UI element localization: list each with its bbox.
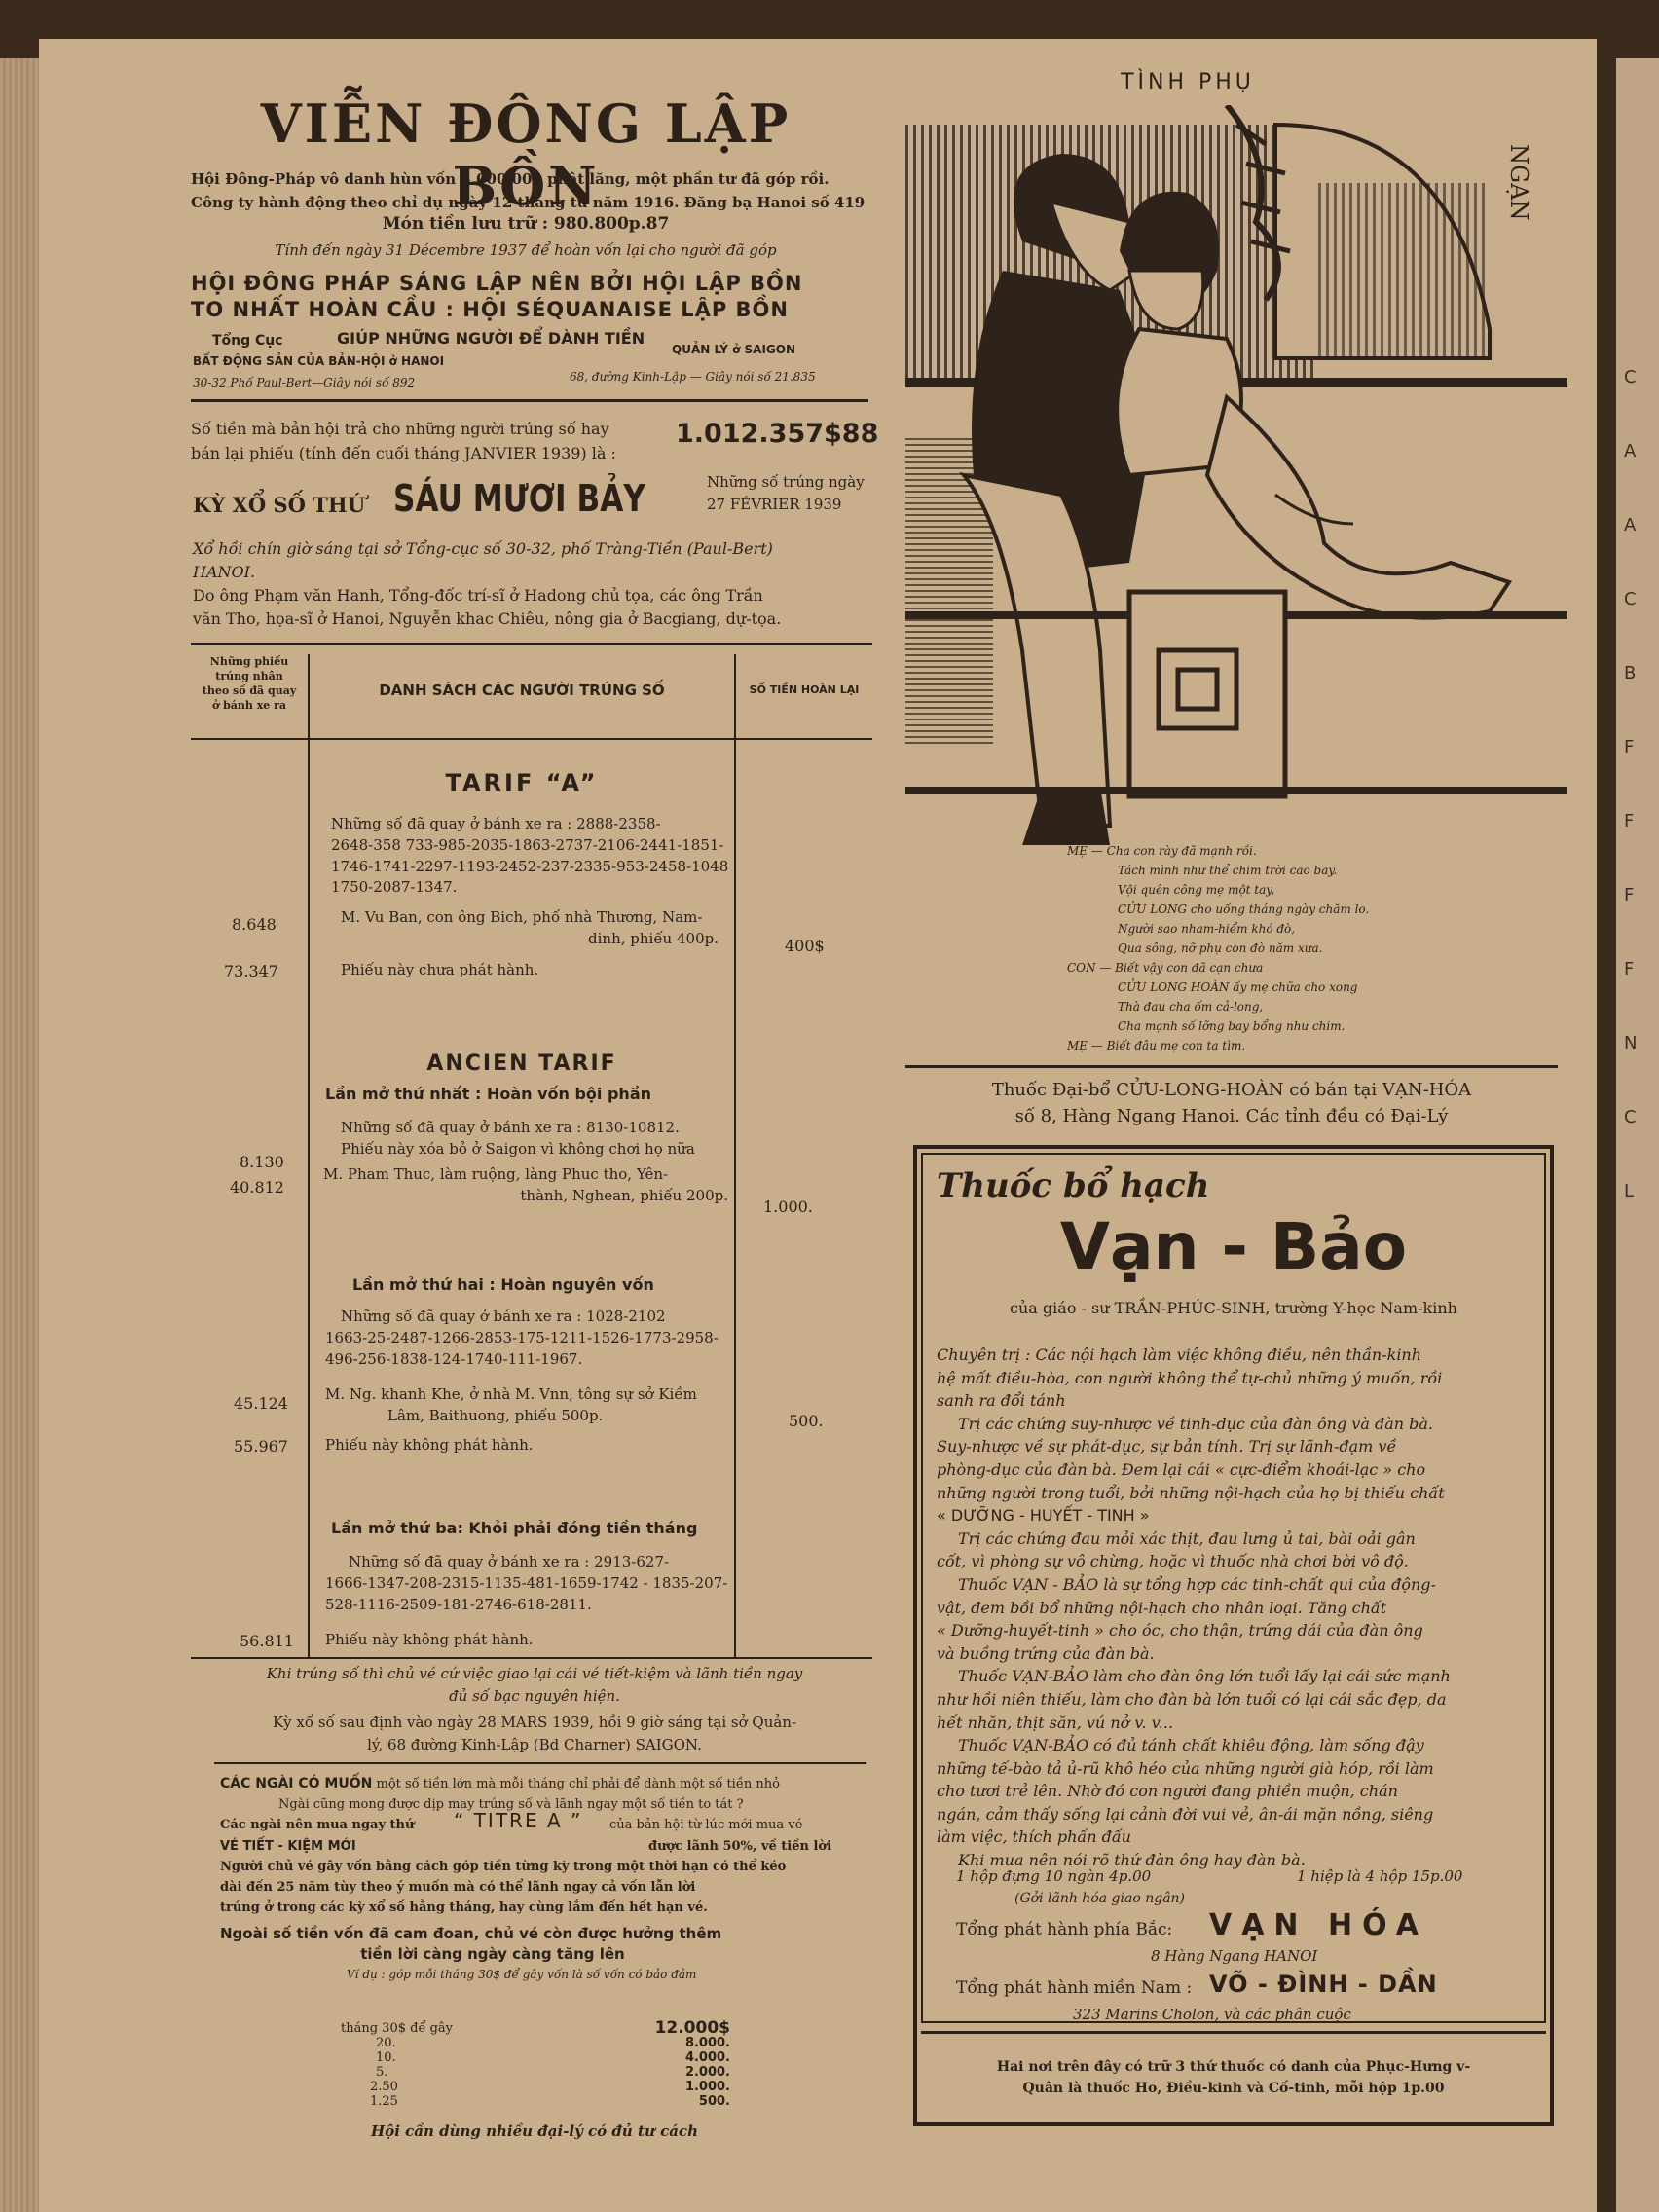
gop-row: 5. 2.000. — [376, 2065, 730, 2080]
divider — [191, 399, 868, 402]
winning-number: 8.648 — [232, 915, 276, 934]
xo-hoi: Xổ hồi chín giờ sáng tại sở Tổng-cục số 30-32, phố Tràng-Tiền (Paul-Bert) HANOI. — [193, 539, 773, 581]
winning-number: 45.124 — [234, 1394, 288, 1413]
gop-row: 2.50 1.000. — [370, 2080, 730, 2094]
winner-entry: Phiếu này không phát hành. — [325, 1436, 534, 1454]
col-rule — [308, 654, 310, 1657]
winner-entry: M. Ng. khanh Khe, ở nhà M. Vnn, tông sự sở Kiềm Lâm, Baithuong, phiếu 500p. — [325, 1385, 697, 1424]
so-tien-text: Số tiền mà bản hội trả cho những người trúng số hay bán lại phiếu (tính đến cuối tháng JANVIER 1939) là : — [191, 420, 616, 462]
cac-ngai-box: CÁC NGÀI CÓ MUỐN một số tiền lớn mà mỗi tháng chỉ phải để dành một số tiền nhỏ Ngài cũng mong được dịp may trúng số và lãnh ngay một số tiền to tát ? Các ngài nên mua ngay thứ “ TITRE A ” của bản hội từ lúc mới mua vé VÉ TIẾT - KIỆM MỚI được lãnh 50%, về tiền lời Người chủ vé gây vốn bằng cách góp tiền từng kỳ trong một thời hạn có thể kéo dài đến 25 năm tùy theo ý muốn mà có thể lãnh ngay cả vốn lẫn lời trúng ở trong các kỳ xổ số hằng tháng, hay cùng lắm đến hết hạn vé. Ngoài số tiền vốn đã cam đoan, chủ vé còn được hưởng thêm tiền lời càng ngày càng tăng lên Ví dụ : góp mỗi tháng 30$ để gây vốn là số vốn có bảo đảm — [220, 1776, 832, 1981]
ad-marins: 323 Marins Cholon, và các phân cuộc — [1073, 2006, 1351, 2023]
ad-tong-nam: Tổng phát hành miền Nam : — [956, 1978, 1193, 1998]
amount: 500. — [789, 1412, 824, 1430]
divider — [191, 643, 872, 645]
artist-signature: NGẠN — [1505, 144, 1532, 221]
lan2-title: Lần mở thứ hai : Hoàn nguyên vốn — [352, 1275, 654, 1294]
amount: 400$ — [785, 937, 825, 955]
winner-entry: M. Vu Ban, con ông Bich, phố nhà Thương, Nam- dinh, phiếu 400p. — [341, 908, 719, 947]
ad-brand: Vạn - Bảo — [1059, 1209, 1408, 1284]
ad-price-left: 1 hộp đựng 10 ngàn 4p.00 — [956, 1867, 1152, 1885]
winning-number: 73.347 — [224, 962, 278, 980]
col-header-winners: DANH SÁCH CÁC NGƯỜI TRÚNG SỐ — [379, 682, 665, 699]
ad-price-right: 1 hiệp là 4 hộp 15p.00 — [1297, 1867, 1463, 1885]
tong-cuc: Tổng Cục — [212, 333, 283, 349]
addr-left: 30-32 Phố Paul-Bert—Giây nói số 892 — [193, 376, 416, 389]
lan1-numbers: Những số đã quay ở bánh xe ra : 8130-10812. Phiếu này xóa bỏ ở Saigon vì không chơi họ nữa — [341, 1119, 695, 1158]
amount: 1.000. — [763, 1198, 813, 1216]
ngay-trung: Những số trúng ngày 27 FÉVRIER 1939 — [707, 473, 865, 513]
divider — [214, 1762, 866, 1764]
lan3-title: Lần mở thứ ba: Khỏi phải đóng tiền tháng — [331, 1519, 698, 1537]
gop-row: tháng 30$ để gây 12.000$ — [341, 2018, 730, 2038]
winner-entry: Phiếu này chưa phát hành. — [341, 961, 539, 978]
sau-muoi-bay: SÁU MƯƠI BẢY — [393, 477, 645, 520]
cac-ngai-footer: Hội cần dùng nhiều đại-lý có đủ tư cách — [371, 2122, 698, 2140]
lan1-title: Lần mở thứ nhất : Hoàn vốn bội phần — [325, 1085, 652, 1103]
ad-body: Chuyên trị : Các nội hạch làm việc không điều, nên thần-kinh hệ mất điều-hòa, con người không thể tự-chủ những ý muốn, rồi sanh ra đổi tánh Trị các chứng suy-nhược về tinh-dục của đàn ông và đàn bà. Suy-nhược về sự phát-dục, sự bản tính. Trị sự lãnh-đạm về phòng-dục của đàn bà. Đem lại cái « cực-điểm khoái-lạc » cho những người trong tuổi, bởi những nội-hạch của họ bị thiếu chất « DƯỠNG - HUYẾT - TINH » Trị các chứng đau mỏi xác thịt, đau lưng ủ tai, bài oải gân cốt, vì phòng sự vô chừng, hoặc vì thuốc nhà chơi bời vô độ. Thuốc VẠN - BẢO là sự tổng hợp các tinh-chất qui của động- vật, đem bồi bổ những nội-hạch cho nhân loại. Tăng chất « Dưỡng-huyết-tinh » cho óc, cho thận, trứng dái của đàn ông và buồng trứng của đàn bà. Thuốc VẠN-BẢO làm cho đàn ông lớn tuổi lấy lại cái sức mạnh như hồi niên thiếu, làm cho đàn bà lớn tuổi có lại cái sắc đẹp, da hết nhăn, thịt săn, vú nở v. v... Thuốc VẠN-BẢO có đủ tánh chất khiêu động, làm sống đậy những tế-bào tả ủ-rũ khô héo của những người già hóp, rồi làm cho tươi trẻ lên. Nhờ đó con người đang phiền muộn, chán ngán, cảm thấy sống lại cảnh đời vui vẻ, ân-ái mặn nồng, siêng làm việc, thích phấn đấu Khi mua nên nói rõ thứ đàn ông hay đàn bà. — [937, 1346, 1451, 1870]
hoi-dong: HỘI ĐÔNG PHÁP SÁNG LẬP NÊN BỞI HỘI LẬP BỒN TO NHẤT HOÀN CẦU : HỘI SÉQUANAISE LẬP BỒN — [191, 272, 803, 321]
winning-number: 56.811 — [240, 1632, 294, 1650]
winning-number: 40.812 — [230, 1178, 284, 1197]
page-title: VIỄN ĐÔNG LẬP BỒN — [260, 92, 792, 217]
tarif-a-heading: TARIF “A” — [445, 769, 599, 796]
divider — [191, 1657, 872, 1659]
ad-subtitle: Thuốc bổ hạch — [937, 1166, 1210, 1205]
khi-trung: Khi trúng số thì chủ vé cứ việc giao lại cái vé tiết-kiệm và lãnh tiền ngay đủ số bạc nguyên hiện. — [266, 1665, 803, 1705]
divider — [921, 2031, 1546, 2034]
gop-table — [341, 2018, 730, 2109]
facing-page — [1616, 58, 1659, 2212]
van-bao-ad — [913, 1145, 1554, 2126]
tinh-den: Tính đến ngày 31 Décembre 1937 để hoàn vốn lại cho người đã góp — [275, 241, 777, 259]
ky-xo-label: KỲ XỔ SỐ THỨ — [193, 493, 366, 517]
facing-page-letters: C A A C B F F F F N C L — [1624, 367, 1638, 1201]
so-tien-value: 1.012.357$88 — [676, 419, 879, 449]
ad-hang-ngang: 8 Hàng Ngang HANOI — [1151, 1947, 1318, 1965]
poem: MẸ — Cha con rày đã mạnh rồi. Tách mình như thể chim trời cao bay. Vội quên công mẹ một tay, CỬU LONG cho uống tháng ngày chăm lo. Người sao nham-hiểm khó đò, Qua sông, nỡ phụ con đò năm xưa. CON — Biết vậy con đã cạn chưa CỬU LONG HOÀN ấy mẹ chữa cho xong Thà đau cha ốm cả-long, Cha mạnh số lỡng bay bổng như chim. MẸ — Biết đâu mẹ con ta tìm. — [1067, 844, 1370, 1052]
illustration-title: TÌNH PHỤ — [1121, 70, 1255, 94]
lan3-numbers: Những số đã quay ở bánh xe ra : 2913-627- 1666-1347-208-2315-1135-481-1659-1742 - 1835-207- 528-1116-2509-181-2746-618-2811. — [325, 1553, 728, 1613]
mon-tien: Món tiền lưu trữ : 980.800p.87 — [382, 214, 670, 234]
bat-dong: BẤT ĐỘNG SẢN CỦA BẢN-HỘI ở HANOI — [193, 354, 445, 368]
ad-vanhoa: VẠN HÓA — [1209, 1908, 1429, 1942]
col-header-amount: SỐ TIỀN HOÀN LẠI — [749, 683, 860, 696]
divider — [905, 1065, 1558, 1068]
col-header-numbers: Những phiếu trúng nhân theo số đã quay ở bánh xe ra — [202, 655, 297, 712]
mother-child-woodcut — [905, 105, 1577, 845]
ad-tong-bac: Tổng phát hành phía Bắc: — [956, 1920, 1173, 1939]
gop-row: 10. 4.000. — [376, 2050, 730, 2065]
col-rule — [734, 654, 736, 1657]
addr-right: 68, đường Kinh-Lập — Giây nói số 21.835 — [570, 370, 816, 384]
illustration — [905, 105, 1577, 845]
ad-author: của giáo - sư TRẦN-PHÚC-SINH, trường Y-học Nam-kinh — [1010, 1299, 1457, 1317]
quan-ly: QUẢN LÝ ở SAIGON — [672, 343, 796, 356]
winner-entry: M. Pham Thuc, làm ruộng, làng Phuc tho, Yên- thành, Nghean, phiếu 200p. — [323, 1165, 728, 1204]
gop-row: 1.25 500. — [370, 2094, 730, 2109]
intro-text: Hội Đông-Pháp vô danh hùn vốn 4.000.000 phật lăng, một phần tư đã góp rồi. Công ty hành động theo chỉ dụ ngày 12 tháng tư năm 1916. Đăng bạ Hanoi số 419 — [191, 170, 866, 211]
winning-number: 8.130 — [240, 1153, 284, 1171]
tarif-a-numbers: Những số đã quay ở bánh xe ra : 2888-2358- 2648-358 733-985-2035-1863-2737-2106-2441-1851- 1746-1741-2297-1193-2452-237-2335-953-2458-1048 1750-2087-1347. — [331, 815, 729, 897]
divider — [191, 738, 872, 740]
ad-gui: (Gởi lãnh hóa giao ngân) — [1014, 1891, 1186, 1906]
winning-number: 55.967 — [234, 1437, 288, 1456]
gop-row: 20. 8.000. — [376, 2036, 730, 2050]
lan2-numbers: Những số đã quay ở bánh xe ra : 1028-2102 1663-25-2487-1266-2853-175-1211-1526-1773-2958- 496-256-1838-124-1740-111-1967. — [325, 1308, 719, 1368]
winner-entry: Phiếu này không phát hành. — [325, 1631, 534, 1648]
ad-bottom-note: Hai nơi trên đây có trữ 3 thứ thuốc có danh của Phục-Hưng v- Quân là thuốc Ho, Điều-kinh và Cố-tinh, mỗi hộp 1p.00 — [996, 2059, 1471, 2096]
ancien-heading: ANCIEN TARIF — [426, 1051, 617, 1076]
giup-label: GIÚP NHỮNG NGƯỜI ĐỂ DÀNH TIỀN — [337, 329, 645, 348]
ad-vo-dinh-dan: VÕ - ĐÌNH - DẦN — [1209, 1971, 1438, 1998]
ky-xo-sau: Kỳ xổ số sau định vào ngày 28 MARS 1939, hồi 9 giờ sáng tại sở Quản- lý, 68 đường Kinh-Lập (Bd Charner) SAIGON. — [272, 1714, 797, 1753]
thuoc-dai-bo: Thuốc Đại-bổ CỬU-LONG-HOÀN có bán tại VẠN-HÓA số 8, Hàng Ngang Hanoi. Các tỉnh đều có Đại-Lý — [991, 1080, 1472, 1126]
do-ong: Do ông Phạm văn Hanh, Tổng-đốc trí-sĩ ở Hadong chủ tọa, các ông Trần văn Tho, họa-sĩ ở Hanoi, Nguyễn khac Chiêu, nông gia ở Bacgiang, dự-tọa. — [193, 586, 782, 628]
